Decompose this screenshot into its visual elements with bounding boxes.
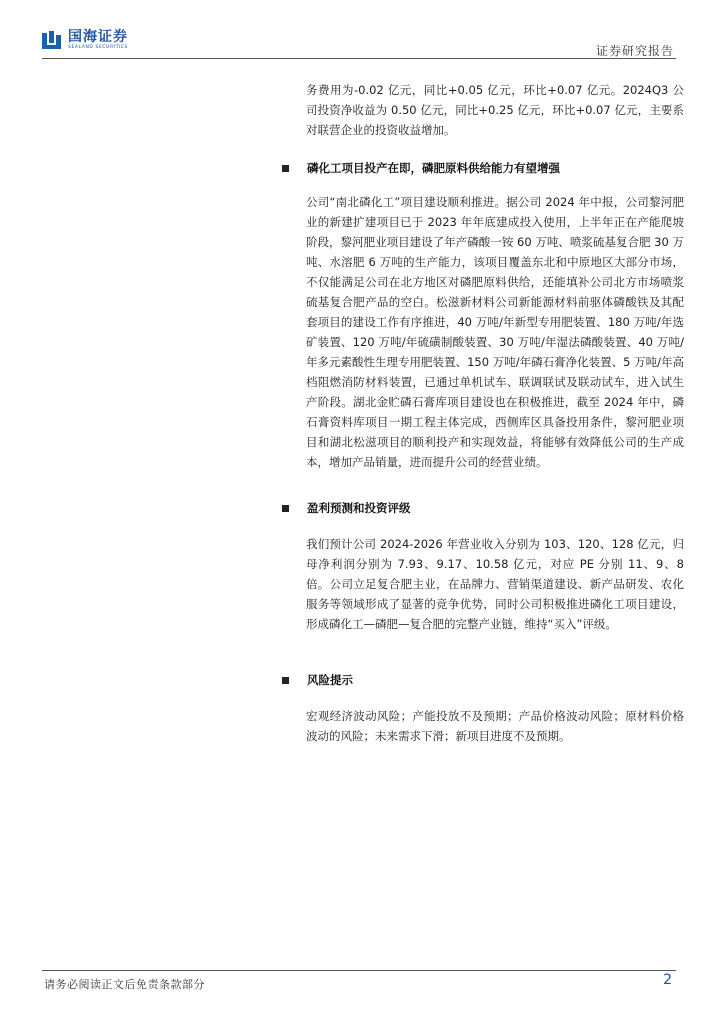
logo-name-en: SEALAND SECURITIES: [68, 45, 128, 50]
section-heading-text: 磷化工项目投产在即，磷肥原料供给能力有望增强: [307, 161, 560, 175]
section-heading-risk: [282, 672, 353, 688]
section-heading-text: 风险提示: [307, 673, 353, 687]
company-logo: [42, 30, 128, 51]
report-type-label: 证券研究报告: [595, 44, 674, 58]
paragraph-risk-warning: 宏观经济波动风险；产能投放不及预期；产品价格波动风险；原材料价格波动的风险；未来需求下滑；新项目进度不及预期。: [306, 709, 684, 743]
paragraph-investment-income: 务费用为-0.02 亿元，同比+0.05 亿元，环比+0.07 亿元。2024Q3 公司投资净收益为 0.50 亿元，同比+0.25 亿元，环比+0.07 亿元，主要系对联营企业的投资收益增加。: [306, 83, 684, 137]
bullet-square-icon: [282, 165, 289, 172]
logo-name-cn: 国海证券: [68, 29, 128, 45]
section-heading-forecast: [282, 500, 411, 516]
section-heading-text: 盈利预测和投资评级: [307, 501, 411, 515]
bullet-square-icon: [282, 677, 289, 684]
page-header: [0, 0, 724, 62]
bullet-square-icon: [282, 505, 289, 512]
footer-divider: [42, 970, 676, 971]
paragraph-phosphorus-projects: 公司“南北磷化工”项目建设顺利推进。据公司 2024 年中报，公司黎河肥业的新建扩建项目已于 2023 年年底建成投入使用，上半年正在产能爬坡阶段，黎河肥业项目建设了年产磷酸一铵 60 万吨、喷浆硫基复合肥 30 万吨、水溶肥 6 万吨的生产能力，该项目覆盖东北和中原地区大部分市场，不仅能满足公司在北方地区对磷肥原料供给，还能填补公司北方市场喷浆硫基复合肥产品的空白。松滋新材料公司新能源材料前驱体磷酸铁及其配套项目的建设工作有序推进，40 万吨/年新型专用肥装置、180 万吨/年选矿装置、120 万吨/年硫磺制酸装置、30 万吨/年湿法磷酸装置、40 万吨/年多元素酸性生理专用肥装置、150 万吨/年磷石膏净化装置、5 万吨/年高档阻燃消防材料装置，已通过单机试车、联调联试及联动试车，进入试生产阶段。湖北金贮磷石膏库项目建设也在积极推进，截至 2024 年中，磷石膏资料库项目一期工程主体完成，西侧库区具备投用条件，黎河肥业项目和湖北松滋项目的顺利投产和实现效益，将能够有效降低公司的生产成本，增加产品销量，进而提升公司的经营业绩。: [306, 195, 684, 469]
section-heading-phosphorus: [282, 160, 560, 176]
logo-mark-icon: [42, 31, 64, 49]
footer-disclaimer: 请务必阅读正文后免责条款部分: [44, 978, 205, 991]
header-divider: [42, 58, 676, 59]
paragraph-earnings-forecast: 我们预计公司 2024-2026 年营业收入分别为 103、120、128 亿元，归母净利润分别为 7.93、9.17、10.58 亿元，对应 PE 分别 11、9、8 倍。公司立足复合肥主业，在品牌力、营销渠道建设、新产品研发、农化服务等领域形成了显著的竞争优势，同时公司积极推进磷化工项目建设，形成磷化工—磷肥—复合肥的完整产业链，维持“买入”评级。: [306, 537, 684, 631]
page-number: 2: [663, 972, 672, 988]
